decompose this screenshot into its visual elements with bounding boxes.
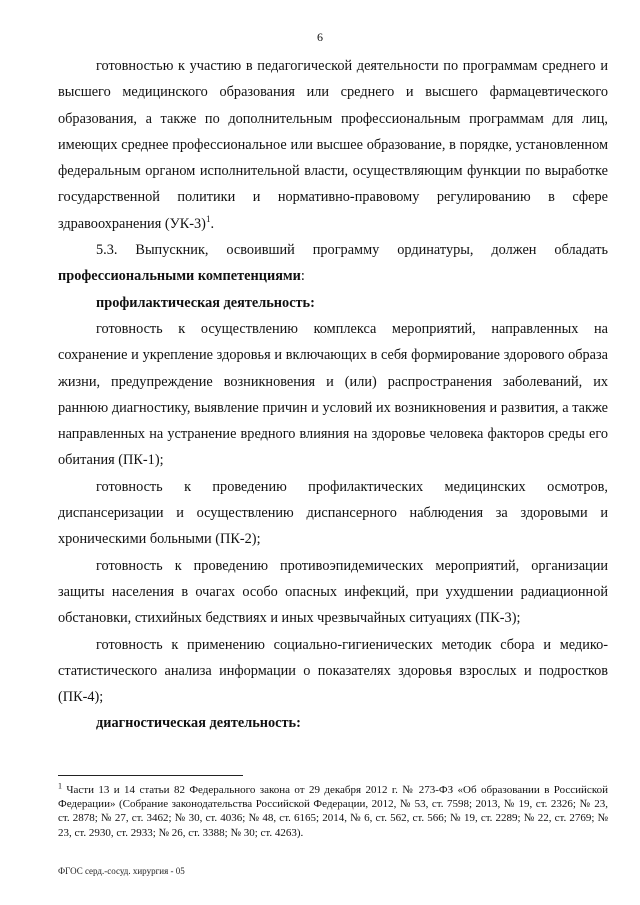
paragraph-uk3-end: . — [210, 215, 215, 232]
section-5-3-end: : — [300, 268, 305, 285]
footnote-text: Части 13 и 14 статьи 82 Федерального закона от 29 декабря 2012 г. № 273-ФЗ «Об образовании в Российской Федерации» (Собрание законодательства Российской Федерации, 2012, № 53, ст. 7598; 2013, № 19, ст. 2326; № 23, ст. 2878; № 27, ст. 3462; № 30, ст. 4036; № 48, ст. 6165; 2014, № 6, ст. 562, ст. 566; № 19, ст. 2289; № 22, ст. 2769; № 23, ст. 2930, ст. 2933; № 26, ст. 3388; № 30; ст. 4263). — [58, 784, 608, 839]
page-number: 6 — [317, 30, 323, 44]
paragraph-uk3 — [58, 53, 608, 237]
heading-diagnostic-activity: диагностическая деятельность: — [96, 715, 301, 732]
paragraph-pk3: готовность к проведению противоэпидемических мероприятий, организации защиты населения в очагах особо опасных инфекций, при ухудшении радиационной обстановки, стихийных бедствиях и иных чрезвычайных ситуациях (ПК-3); — [58, 557, 608, 627]
footnote-divider — [58, 775, 243, 776]
section-5-3-lead: 5.3. Выпускник, освоивший программу ординатуры, должен обладать — [96, 242, 608, 259]
section-5-3-bold-term: профессиональными компетенциями — [58, 268, 301, 285]
footnote-ref: 1 — [205, 214, 211, 225]
document-body — [58, 53, 608, 737]
footnote — [58, 783, 608, 840]
paragraph-section-5-3 — [58, 237, 608, 290]
paragraph-uk3-text: готовностью к участию в педагогической деятельности по программам среднего и высшего медицинского образования или среднего и высшего фармацевтического образования, а также по дополнительным профессиональным программам для лиц, имеющих среднее профессиональное или высшее образование, в порядке, установленном федеральным органом исполнительной власти, осуществляющим функции по выработке государственной политики и нормативно-правовому регулированию в сфере здравоохранения (УК-3) — [58, 58, 608, 232]
page-footer: ФГОС серд.-сосуд. хирургия - 05 — [58, 866, 185, 876]
paragraph-pk1: готовность к осуществлению комплекса мероприятий, направленных на сохранение и укрепление здоровья и включающих в себя формирование здорового образа жизни, предупреждение возникновения и (или) распространения заболеваний, их раннюю диагностику, выявление причин и условий их возникновения и развития, а также направленных на устранение вредного влияния на здоровье человека факторов среды его обитания (ПК-1); — [58, 320, 608, 469]
footnote-mark: 1 — [58, 781, 62, 791]
paragraph-pk2: готовность к проведению профилактических медицинских осмотров, диспансеризации и осуществлению диспансерного наблюдения за здоровыми и хроническими больными (ПК-2); — [58, 478, 608, 548]
paragraph-pk4: готовность к применению социально-гигиенических методик сбора и медико-статистического анализа информации о показателях здоровья взрослых и подростков (ПК-4); — [58, 636, 608, 706]
heading-preventive-activity: профилактическая деятельность: — [96, 294, 315, 311]
